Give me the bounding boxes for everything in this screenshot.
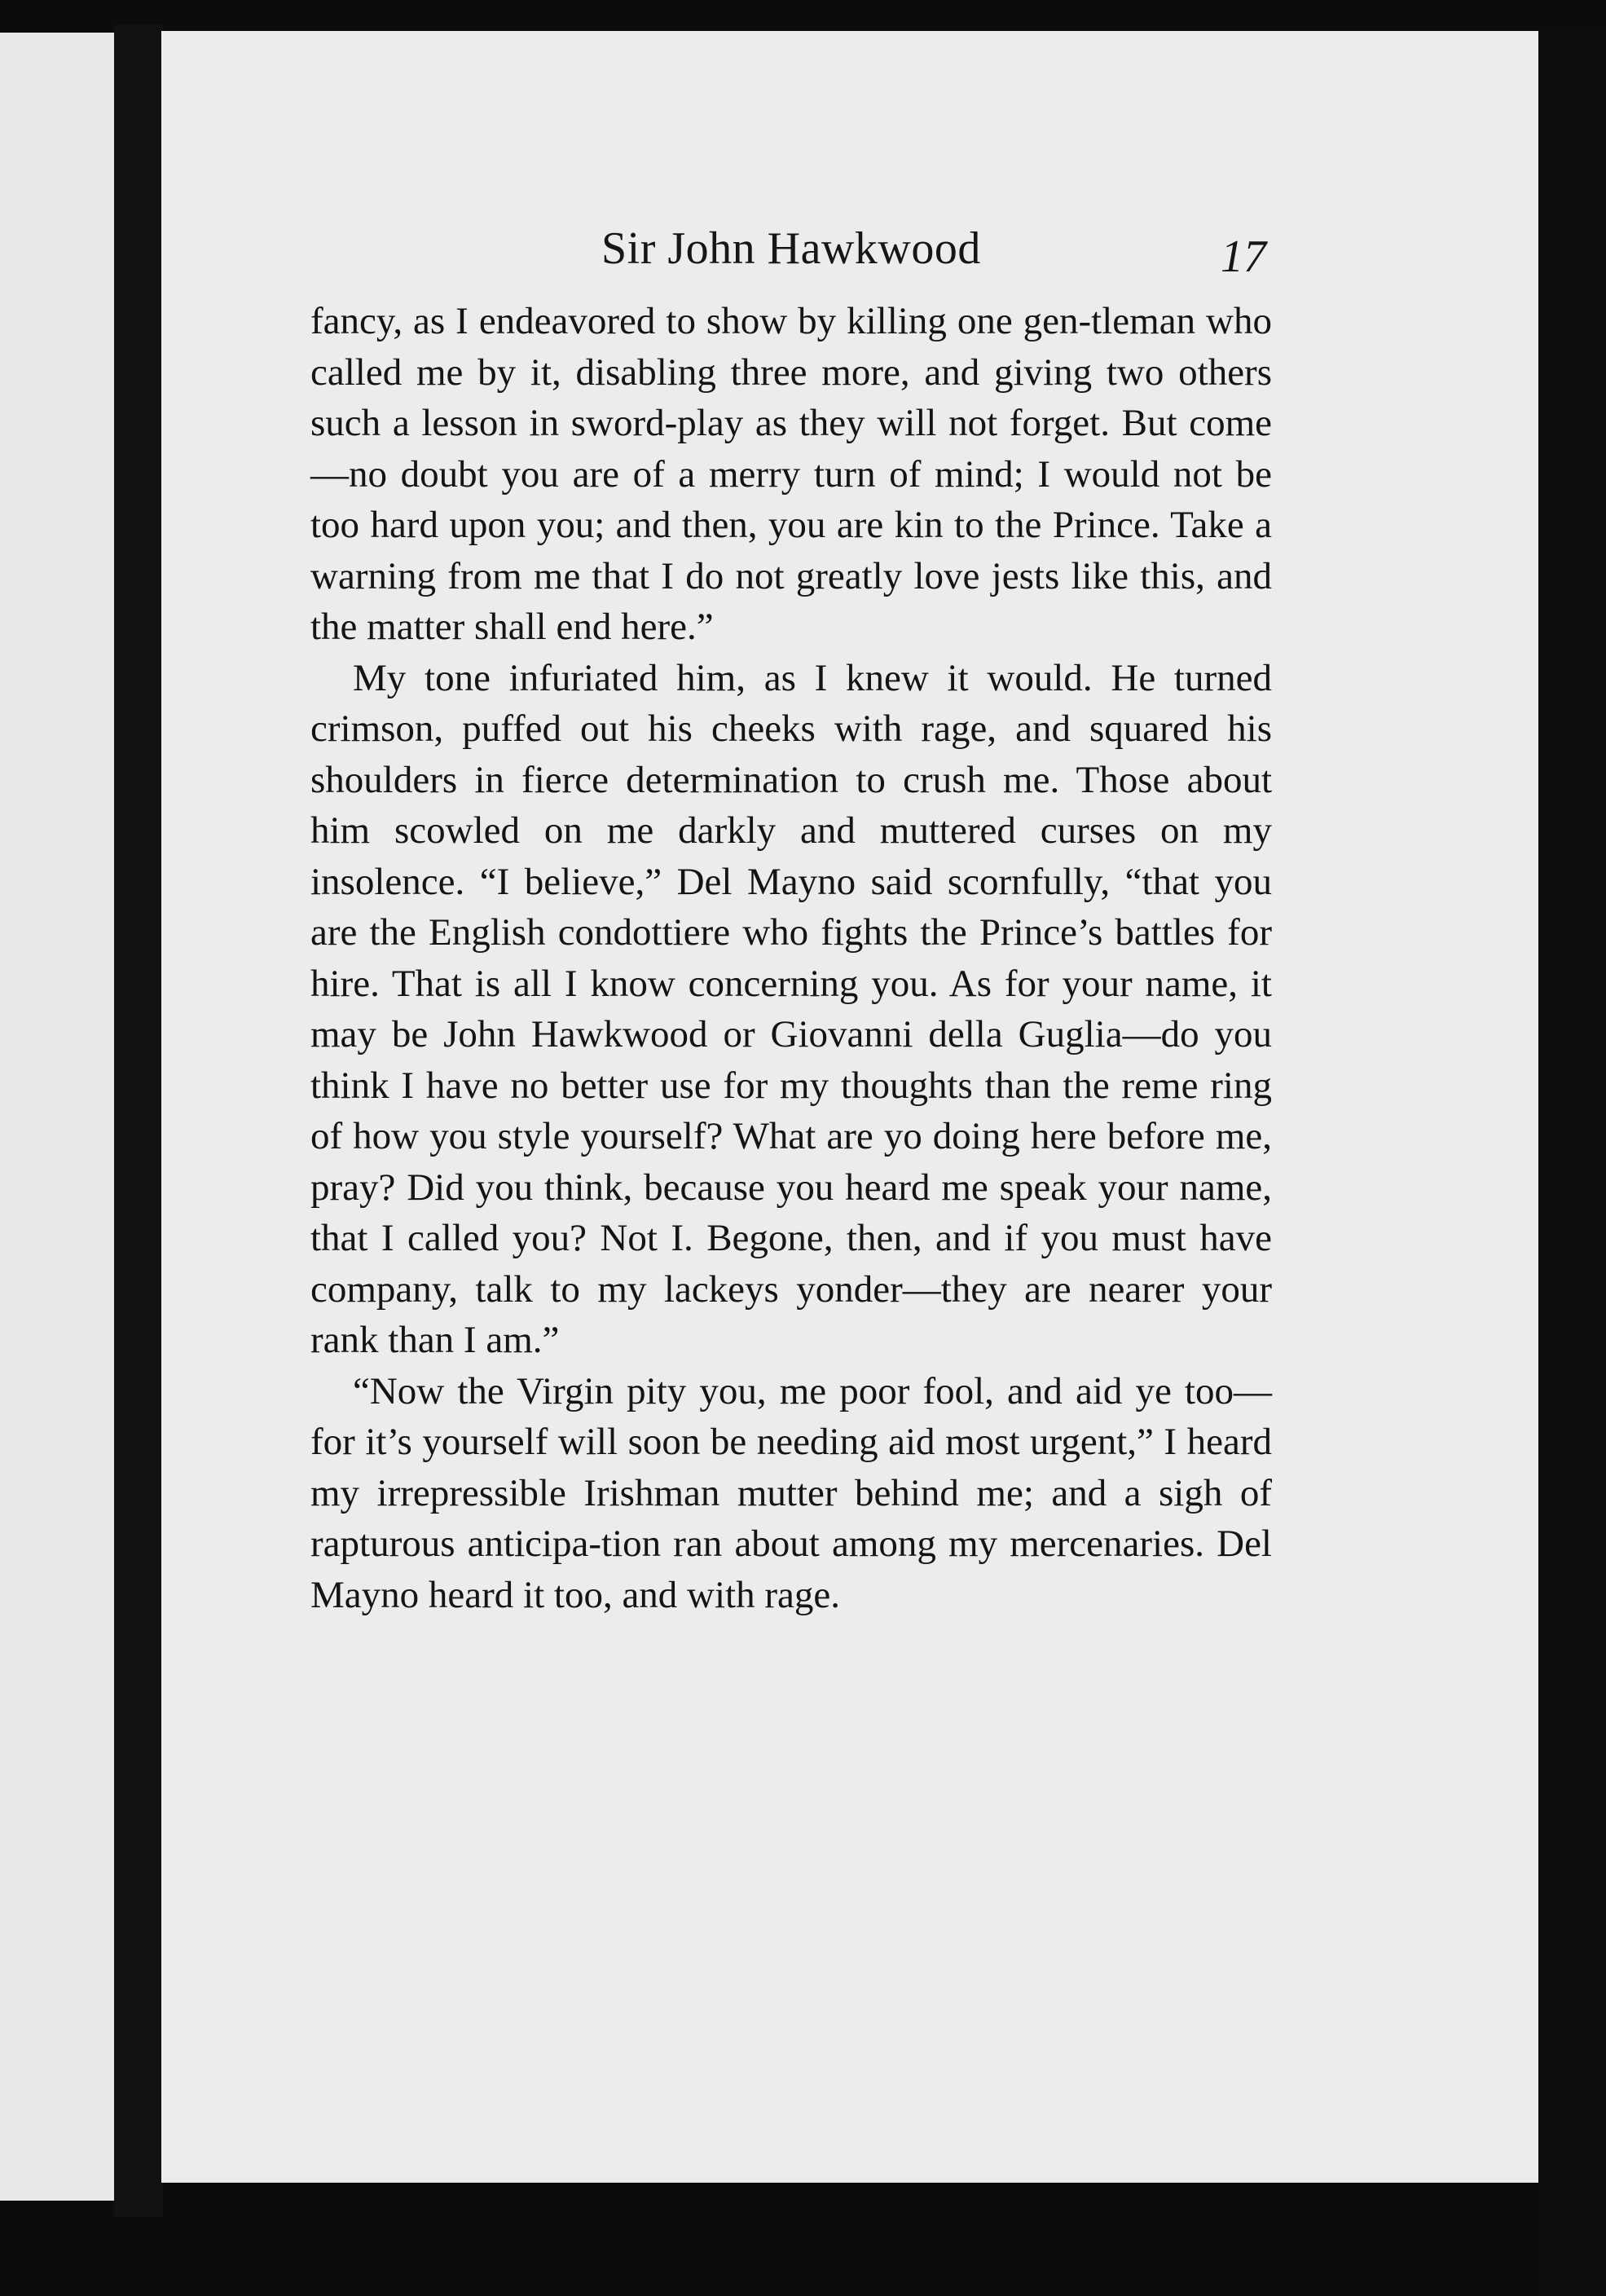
- book-page: [161, 31, 1538, 2183]
- running-title: Sir John Hawkwood: [601, 223, 981, 274]
- text-block: [310, 296, 1272, 1620]
- scan-border: [1538, 31, 1606, 2296]
- paragraph-2: My tone infuriated him, as I knew it would. He turned crimson, puffed out his cheeks with rage, and squared his shoulders in fierce determination to crush me. Those about him scowled on me darkly and muttered curses on my insolence. “I believe,” Del Mayno said scornfully, “that you are the English condottiere who fights the Prince’s battles for hire. That is all I know concerning you. As for your name, it may be John Hawkwood or Giovanni della Guglia—do you think I have no better use for my thoughts than the reme ring of how you style yourself? What are yo doing here before me, pray? Did you think, because you heard me speak your name, that I called you? Not I. Begone, then, and if you must have company, talk to my lackeys yonder—they are nearer your rank than I am.”: [310, 656, 1272, 1361]
- running-head: [161, 223, 1538, 288]
- paragraph-1: fancy, as I endeavored to show by killing one gen-tleman who called me by it, disabling three more, and giving two others such a lesson in sword-play as they will not forget. But come—no doubt you are of a merry turn of mind; I would not be too hard upon you; and then, you are kin to the Prince. Take a warning from me that I do not greatly love jests like this, and the matter shall end here.”: [310, 300, 1272, 648]
- book-spine-gutter: [114, 24, 163, 2217]
- facing-page-edge: [0, 33, 114, 2201]
- paragraph-3: “Now the Virgin pity you, me poor fool, and aid ye too—for it’s yourself will soon be needing aid most urgent,” I heard my irrepressible Irishman mutter behind me; and a sigh of rapturous anticipa-tion ran about among my mercenaries. Del Mayno heard it too, and with rage.: [310, 1369, 1272, 1616]
- page-number: 17: [1221, 231, 1266, 282]
